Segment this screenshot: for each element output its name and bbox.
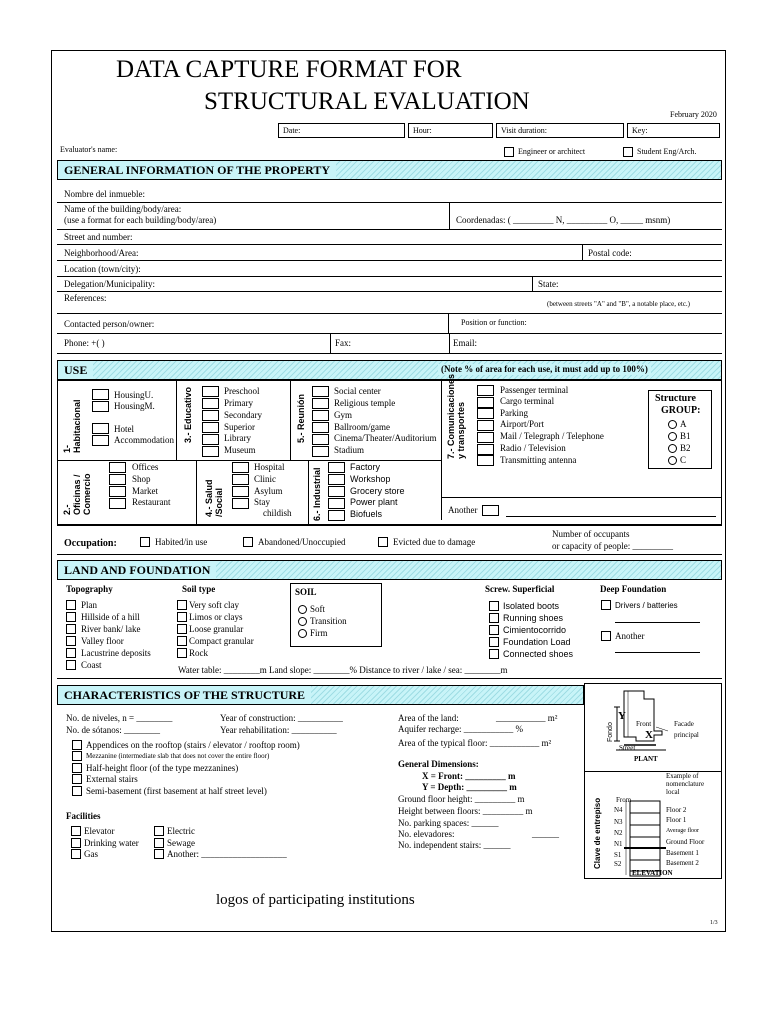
plant-facade: Facade principal <box>674 720 699 739</box>
elevation-code: S1 <box>614 851 622 859</box>
plant-front: Front <box>636 720 652 728</box>
elevation-example: Example of nomenclature local <box>666 772 705 796</box>
cat4-item: Stay <box>254 497 271 507</box>
cat6-item: Power plant <box>350 497 398 507</box>
delegation-label: Delegation/Municipality: <box>64 279 155 289</box>
cat2-item: Shop <box>132 474 151 484</box>
cat1-item: Accommodation <box>114 435 174 445</box>
cat-comunicaciones: 7.- Comunicaciones y transportes <box>446 373 466 459</box>
topo-item: Lacustrine deposits <box>81 648 151 658</box>
facility-checkbox[interactable] <box>154 826 164 836</box>
group-a-radio[interactable] <box>668 420 677 429</box>
topo-item: Coast <box>81 660 102 670</box>
appendices-checkbox[interactable] <box>72 740 82 750</box>
soil-item: Limos or clays <box>189 612 243 622</box>
soil-transition-radio[interactable] <box>298 617 307 626</box>
general-info-header: GENERAL INFORMATION OF THE PROPERTY <box>57 160 722 180</box>
soil-item: Rock <box>189 648 208 658</box>
elevation-floor: Floor 2 <box>666 806 687 814</box>
soil-checkbox[interactable] <box>177 600 187 610</box>
cat3-item: Secondary <box>224 410 262 420</box>
abandoned-label: Abandoned/Unoccupied <box>258 537 346 547</box>
elevation-label: ELEVATION <box>632 869 673 877</box>
external-stairs-label: External stairs <box>86 774 138 784</box>
area-land-label: Area of the land: <box>398 713 459 723</box>
screw-item: Isolated boots <box>503 601 560 611</box>
cat3-item: Superior <box>224 422 255 432</box>
use-checkbox[interactable] <box>328 510 345 521</box>
cat5-item: Social center <box>334 386 381 396</box>
evaluator-label: Evaluator's name: <box>60 145 118 154</box>
external-stairs-checkbox[interactable] <box>72 774 82 784</box>
soil-checkbox[interactable] <box>177 648 187 658</box>
cat6-item: Biofuels <box>350 509 383 519</box>
mezzanine-checkbox[interactable] <box>72 751 82 761</box>
nombre-label: Nombre del inmueble: <box>64 189 145 199</box>
ground-floor-label: Ground floor height: _________ m <box>398 794 525 804</box>
neighborhood-label: Neighborhood/Area: <box>64 248 139 258</box>
key-field[interactable]: Key: <box>627 123 720 138</box>
screw-label: Screw. Superficial <box>485 584 555 594</box>
cat3-item: Preschool <box>224 386 260 396</box>
occupants-label: Number of occupants <box>552 529 630 539</box>
cat5-item: Gym <box>334 410 352 420</box>
group-c-radio[interactable] <box>668 456 677 465</box>
use-checkbox[interactable] <box>312 398 329 409</box>
topo-checkbox[interactable] <box>66 612 76 622</box>
cat5-item: Cinema/Theater/Auditorium <box>334 433 437 443</box>
cat6-item: Factory <box>350 462 381 472</box>
half-height-checkbox[interactable] <box>72 763 82 773</box>
cat3-item: Primary <box>224 398 253 408</box>
topo-item: Plan <box>81 600 98 610</box>
topo-checkbox[interactable] <box>66 636 76 646</box>
use-checkbox[interactable] <box>312 446 329 457</box>
another-use-checkbox[interactable] <box>482 505 499 516</box>
student-checkbox[interactable] <box>623 147 633 157</box>
elevation-floor: Ground Floor <box>666 838 705 846</box>
references-note: (between streets "A" and "B", a notable place, etc.) <box>547 300 691 308</box>
parking-label: No. parking spaces: ______ <box>398 818 499 828</box>
use-checkbox[interactable] <box>477 420 494 431</box>
use-checkbox[interactable] <box>312 410 329 421</box>
location-label: Location (town/city): <box>64 264 141 274</box>
topo-checkbox[interactable] <box>66 624 76 634</box>
use-checkbox[interactable] <box>328 462 345 473</box>
semi-basement-label: Semi-basement (first basement at half street level) <box>86 786 267 796</box>
facility-item: Another: ___________________ <box>167 849 287 859</box>
cat-educativo: 3.- Educativo <box>183 386 193 443</box>
plant-label: PLANT <box>634 755 658 763</box>
topo-checkbox[interactable] <box>66 660 76 670</box>
screw-item: Cimientocorrido <box>503 625 567 635</box>
cat-habitacional: 1- Habitacional <box>62 399 82 453</box>
page-number: 1/3 <box>710 920 718 926</box>
abandoned-checkbox[interactable] <box>243 537 253 547</box>
screw-checkbox[interactable] <box>489 601 499 611</box>
levels-label: No. de niveles, n = ________ <box>66 713 173 723</box>
cat7-item: Mail / Telegraph / Telephone <box>500 431 604 441</box>
screw-item: Running shoes <box>503 613 564 623</box>
general-dimensions-label: General Dimensions: <box>398 759 479 769</box>
cat7-item: Parking <box>500 408 528 418</box>
cat7-item: Airport/Port <box>500 419 544 429</box>
deep-item: Drivers / batteries <box>615 601 678 610</box>
facility-item: Gas <box>84 849 98 859</box>
form-page <box>51 50 726 932</box>
cat1-item: HousingM. <box>114 401 155 411</box>
use-checkbox[interactable] <box>202 434 219 445</box>
position-label: Position or function: <box>461 318 527 327</box>
cat2-item: Restaurant <box>132 497 171 507</box>
postal-label: Postal code: <box>588 248 632 258</box>
use-checkbox[interactable] <box>477 432 494 443</box>
screw-checkbox[interactable] <box>489 637 499 647</box>
accommodation-checkbox[interactable] <box>92 435 109 446</box>
facilities-label: Facilities <box>66 811 101 821</box>
cat5-item: Religious temple <box>334 398 396 408</box>
group-b1-radio[interactable] <box>668 432 677 441</box>
use-checkbox[interactable] <box>202 386 219 397</box>
housingm-checkbox[interactable] <box>92 401 109 412</box>
y-depth-label: Y = Depth: _________ m <box>422 782 517 792</box>
cat1-item: HousingU. <box>114 390 154 400</box>
screw-item: Connected shoes <box>503 649 574 659</box>
deep-foundation-label: Deep Foundation <box>600 584 667 594</box>
hotel-checkbox[interactable] <box>92 423 109 434</box>
soil-item: Very soft clay <box>189 600 239 610</box>
facility-checkbox[interactable] <box>154 849 164 859</box>
facility-item: Electric <box>167 826 195 836</box>
cat4-item: childish <box>263 508 292 518</box>
topography-label: Topography <box>66 584 113 594</box>
group-b2-radio[interactable] <box>668 444 677 453</box>
facility-checkbox[interactable] <box>71 838 81 848</box>
use-checkbox[interactable] <box>109 486 126 497</box>
hour-field[interactable]: Hour: <box>408 123 493 138</box>
use-checkbox[interactable] <box>109 498 126 509</box>
soil-item: Loose granular <box>189 624 244 634</box>
height-between-label: Height between floors: _________ m <box>398 806 533 816</box>
use-checkbox[interactable] <box>202 422 219 433</box>
cat7-item: Passenger terminal <box>500 385 569 395</box>
facility-item: Drinking water <box>84 838 139 848</box>
use-checkbox[interactable] <box>232 462 249 473</box>
habited-label: Habited/in use <box>155 537 208 547</box>
elevation-floor: Basement 1 <box>666 849 699 857</box>
logos-placeholder: logos of participating institutions <box>216 892 415 908</box>
cat3-item: Library <box>224 433 251 443</box>
use-checkbox[interactable] <box>202 398 219 409</box>
cat2-item: Market <box>132 486 158 496</box>
student-label: Student Eng/Arch. <box>637 147 697 156</box>
use-checkbox[interactable] <box>312 422 329 433</box>
elevation-from: From <box>616 796 632 804</box>
use-checkbox[interactable] <box>202 410 219 421</box>
screw-checkbox[interactable] <box>489 613 499 623</box>
drivers-checkbox[interactable] <box>601 600 611 610</box>
use-checkbox[interactable] <box>477 408 494 419</box>
cat7-item: Radio / Television <box>500 443 566 453</box>
use-checkbox[interactable] <box>232 474 249 485</box>
topo-checkbox[interactable] <box>66 600 76 610</box>
cat-reunion: 5.- Reunión <box>296 394 306 443</box>
cat-industrial: 6.- Industrial <box>312 467 322 521</box>
use-checkbox[interactable] <box>328 486 345 497</box>
use-checkbox[interactable] <box>328 498 345 509</box>
soil-checkbox[interactable] <box>177 612 187 622</box>
facility-item: Elevator <box>84 826 115 836</box>
soil-firm-radio[interactable] <box>298 629 307 638</box>
elevation-code: S2 <box>614 860 622 868</box>
use-checkbox[interactable] <box>202 446 219 457</box>
elevation-floor: Floor 1 <box>666 816 687 824</box>
another-foundation-checkbox[interactable] <box>601 631 611 641</box>
use-checkbox[interactable] <box>477 455 494 466</box>
cat4-item: Asylum <box>254 486 283 496</box>
facility-checkbox[interactable] <box>71 826 81 836</box>
elevation-code: N1 <box>614 840 623 848</box>
cat5-item: Stadium <box>334 445 365 455</box>
topo-item: Hillside of a hill <box>81 612 140 622</box>
cat-salud: 4.- Salud /Social <box>204 479 224 517</box>
building-name-note: (use a format for each building/body/area) <box>64 215 217 225</box>
cat3-item: Museum <box>224 445 256 455</box>
title-line-1: DATA CAPTURE FORMAT FOR <box>116 56 462 83</box>
phone-label: Phone: +( ) <box>64 338 105 348</box>
cat5-item: Ballroom/game <box>334 422 390 432</box>
cat4-item: Clinic <box>254 474 276 484</box>
use-checkbox[interactable] <box>477 397 494 408</box>
topo-item: River bank/ lake <box>81 624 141 634</box>
facility-checkbox[interactable] <box>71 849 81 859</box>
cat6-item: Grocery store <box>350 486 405 496</box>
x-front-label: X = Front: _________ m <box>422 771 516 781</box>
cat4-item: Hospital <box>254 462 285 472</box>
occupation-label: Occupation: <box>64 538 117 549</box>
stairs-label: No. independent stairs: ______ <box>398 840 511 850</box>
references-label: References: <box>64 293 107 303</box>
habited-checkbox[interactable] <box>140 537 150 547</box>
elevation-diagram <box>584 771 722 879</box>
screw-item: Foundation Load <box>503 637 571 647</box>
year-construction-label: Year of construction: __________ <box>220 713 343 723</box>
evicted-label: Evicted due to damage <box>393 537 476 547</box>
engineer-checkbox[interactable] <box>504 147 514 157</box>
use-checkbox[interactable] <box>328 474 345 485</box>
elevation-floor: Basement 2 <box>666 859 699 867</box>
elevation-code: N2 <box>614 829 623 837</box>
year-rehab-label: Year rehabilitation: __________ <box>220 725 337 735</box>
state-label: State: <box>538 279 559 289</box>
screw-checkbox[interactable] <box>489 649 499 659</box>
plant-fondo: Fondo <box>607 722 614 742</box>
structure-header: CHARACTERISTICS OF THE STRUCTURE <box>57 685 584 705</box>
land-header: LAND AND FOUNDATION <box>57 560 722 580</box>
plant-street: Street <box>619 744 636 752</box>
facility-checkbox[interactable] <box>154 838 164 848</box>
cat2-item: Offices <box>132 462 159 472</box>
elevators-line: ______ <box>532 829 559 839</box>
occupants-capacity: or capacity of people: _________ <box>552 541 673 551</box>
clave-entrepiso: Clave de entrepiso <box>593 797 602 869</box>
housingu-checkbox[interactable] <box>92 389 109 400</box>
date-field[interactable]: Date: <box>278 123 405 138</box>
topo-checkbox[interactable] <box>66 648 76 658</box>
basements-label: No. de sótanos: ________ <box>66 725 160 735</box>
elevation-code: N3 <box>614 818 623 826</box>
use-checkbox[interactable] <box>232 486 249 497</box>
cat-oficinas: 2.- Oficinas / Comercio <box>62 473 92 515</box>
use-checkbox[interactable] <box>477 385 494 396</box>
another-label: Another <box>448 505 478 515</box>
deep-item: Another <box>615 631 645 641</box>
area-land-value: ___________ m² <box>496 713 558 723</box>
soil-checkbox[interactable] <box>177 624 187 634</box>
use-note: (Note % of area for each use, it must add up to 100%) <box>438 364 651 375</box>
form-date: February 2020 <box>670 110 717 119</box>
cat1-item: Hotel <box>114 424 134 434</box>
elevators-label: No. elevadores: <box>398 829 455 839</box>
plant-y: Y <box>618 710 626 722</box>
email-label: Email: <box>453 338 477 348</box>
half-height-label: Half-height floor (of the type mezzanines) <box>86 763 239 773</box>
fax-label: Fax: <box>335 338 352 348</box>
use-checkbox[interactable] <box>312 434 329 445</box>
plant-x: X <box>645 729 653 741</box>
aquifer-label: Aquifer recharge: ___________ % <box>398 724 524 734</box>
screw-checkbox[interactable] <box>489 625 499 635</box>
structure-group-box: Structure GROUP: A B1 B2 C <box>648 390 712 469</box>
soil-checkbox[interactable] <box>177 636 187 646</box>
evicted-checkbox[interactable] <box>378 537 388 547</box>
water-table-line: Water table: ________m Land slope: ________% Distance to river / lake / sea: ________m <box>178 665 508 675</box>
soil-item: Compact granular <box>189 636 254 646</box>
building-name-label: Name of the building/body/area: <box>64 204 182 214</box>
cat6-item: Workshop <box>350 474 391 484</box>
coordinates-label: Coordenadas: ( _________ N, _________ O, _____ msnm) <box>456 215 671 225</box>
visit-duration-field[interactable]: Visit duration: <box>496 123 624 138</box>
cat7-item: Cargo terminal <box>500 396 555 406</box>
soil-type-label: Soil type <box>182 584 216 594</box>
appendices-label: Appendices on the rooftop (stairs / elevator / rooftop room) <box>86 740 300 750</box>
engineer-label: Engineer or architect <box>518 147 586 156</box>
use-checkbox[interactable] <box>477 444 494 455</box>
mezzanine-label: Mezzanine (intermediate slab that does not cover the entire floor) <box>86 752 270 760</box>
use-checkbox[interactable] <box>109 462 126 473</box>
use-checkbox[interactable] <box>312 386 329 397</box>
topo-item: Valley floor <box>81 636 124 646</box>
title-line-2: STRUCTURAL EVALUATION <box>204 88 530 115</box>
cat7-item: Transmitting antenna <box>500 455 577 465</box>
elevation-floor: Average floor <box>666 828 700 834</box>
use-checkbox[interactable] <box>232 498 249 509</box>
contacted-label: Contacted person/owner: <box>64 319 155 329</box>
soil-box: SOIL Soft Transition Firm <box>290 583 382 647</box>
use-checkbox[interactable] <box>109 474 126 485</box>
semi-basement-checkbox[interactable] <box>72 786 82 796</box>
street-label: Street and number: <box>64 232 133 242</box>
use-header: USE (Note % of area for each use, it must add up to 100%) <box>57 360 722 380</box>
elevation-code: N4 <box>614 806 623 814</box>
soil-soft-radio[interactable] <box>298 605 307 614</box>
facility-item: Sewage <box>167 838 195 848</box>
area-typical-label: Area of the typical floor: ___________ m² <box>398 738 552 748</box>
